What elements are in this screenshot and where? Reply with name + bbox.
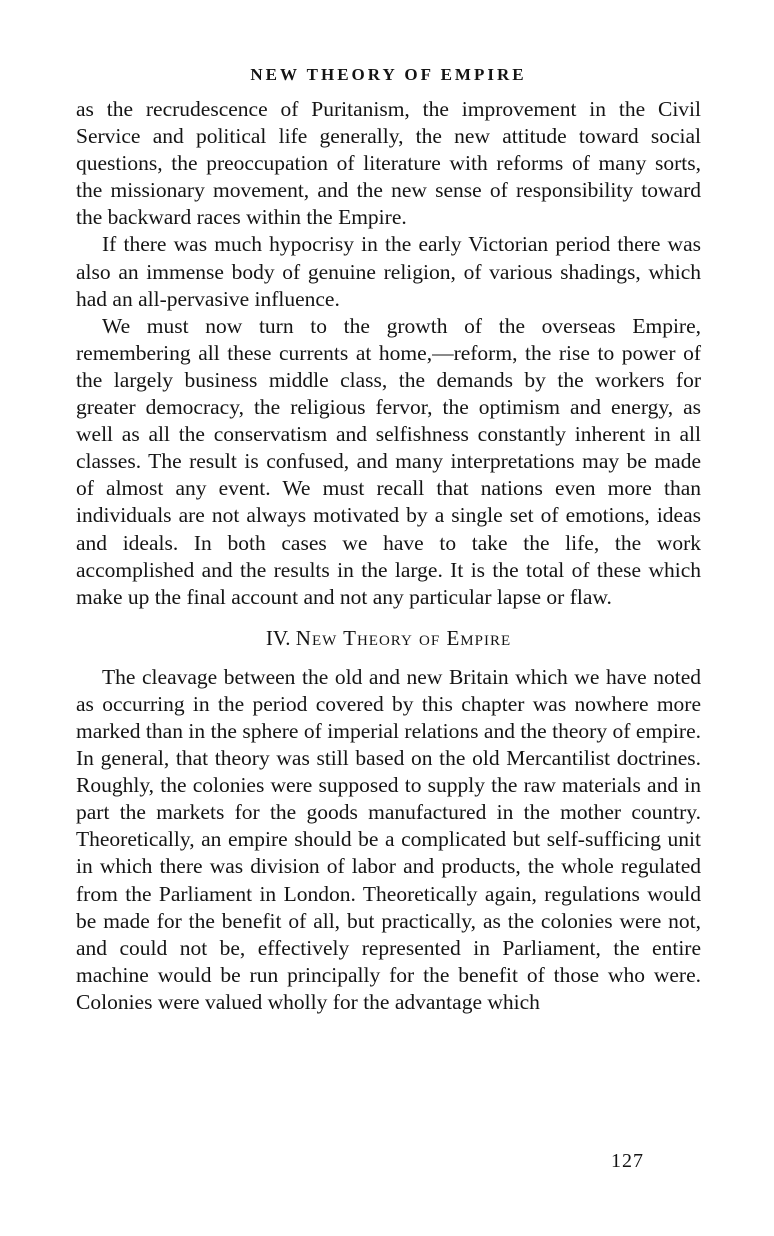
running-head: NEW THEORY OF EMPIRE: [250, 65, 527, 84]
page-number: 127: [611, 1150, 644, 1172]
section-title: New Theory of Empire: [295, 625, 512, 650]
section-heading: [76, 625, 701, 652]
paragraph-cleavage: The cleavage between the old and new Britain which we have noted as occurring in the period covered by this chapter was nowhere more marked than in the sphere of imperial relations and the theory of empire. In general, that theory was still based on the old Mercantilist doctrines. Roughly, the colonies were supposed to supply the raw materials and in part the markets for the goods manufactured in the mother country. Theoretically, an empire should be a complicated but self-sufficing unit in which there was division of labor and products, the whole regulated from the Parliament in London. Theoretically again, regulations would be made for the benefit of all, but practically, as the colonies were not, and could not be, effectively represented in Parliament, the entire machine would be run principally for the benefit of those who were. Colonies were valued wholly for the advantage which: [76, 664, 701, 1014]
paragraph-continuation: as the recrudescence of Puritanism, the improvement in the Civil Service and political life generally, the new attitude toward social questions, the preoccupation of literature with reforms of many sorts, the missionary movement, and the new sense of responsibility toward the backward races within the Empire.: [76, 97, 701, 230]
section-number: IV.: [265, 625, 291, 650]
paragraph-hypocrisy: If there was much hypocrisy in the early Victorian period there was also an immense body of genuine religion, of various shadings, which had an all-pervasive influence.: [76, 232, 701, 311]
book-page: [76, 64, 701, 1016]
paragraph-overseas-empire: We must now turn to the growth of the overseas Empire, remembering all these currents at home,—reform, the rise to power of the largely business middle class, the demands by the workers for greater democracy, the religious fervor, the optimism and energy, as well as all the conservatism and selfishness constantly inherent in all classes. The result is confused, and many interpretations may be made of almost any event. We must recall that nations even more than individuals are not always motivated by a single set of emotions, ideas and ideals. In both cases we have to take the life, the work accomplished and the results in the large. It is the total of these which make up the final account and not any particular lapse or flaw.: [76, 313, 701, 609]
